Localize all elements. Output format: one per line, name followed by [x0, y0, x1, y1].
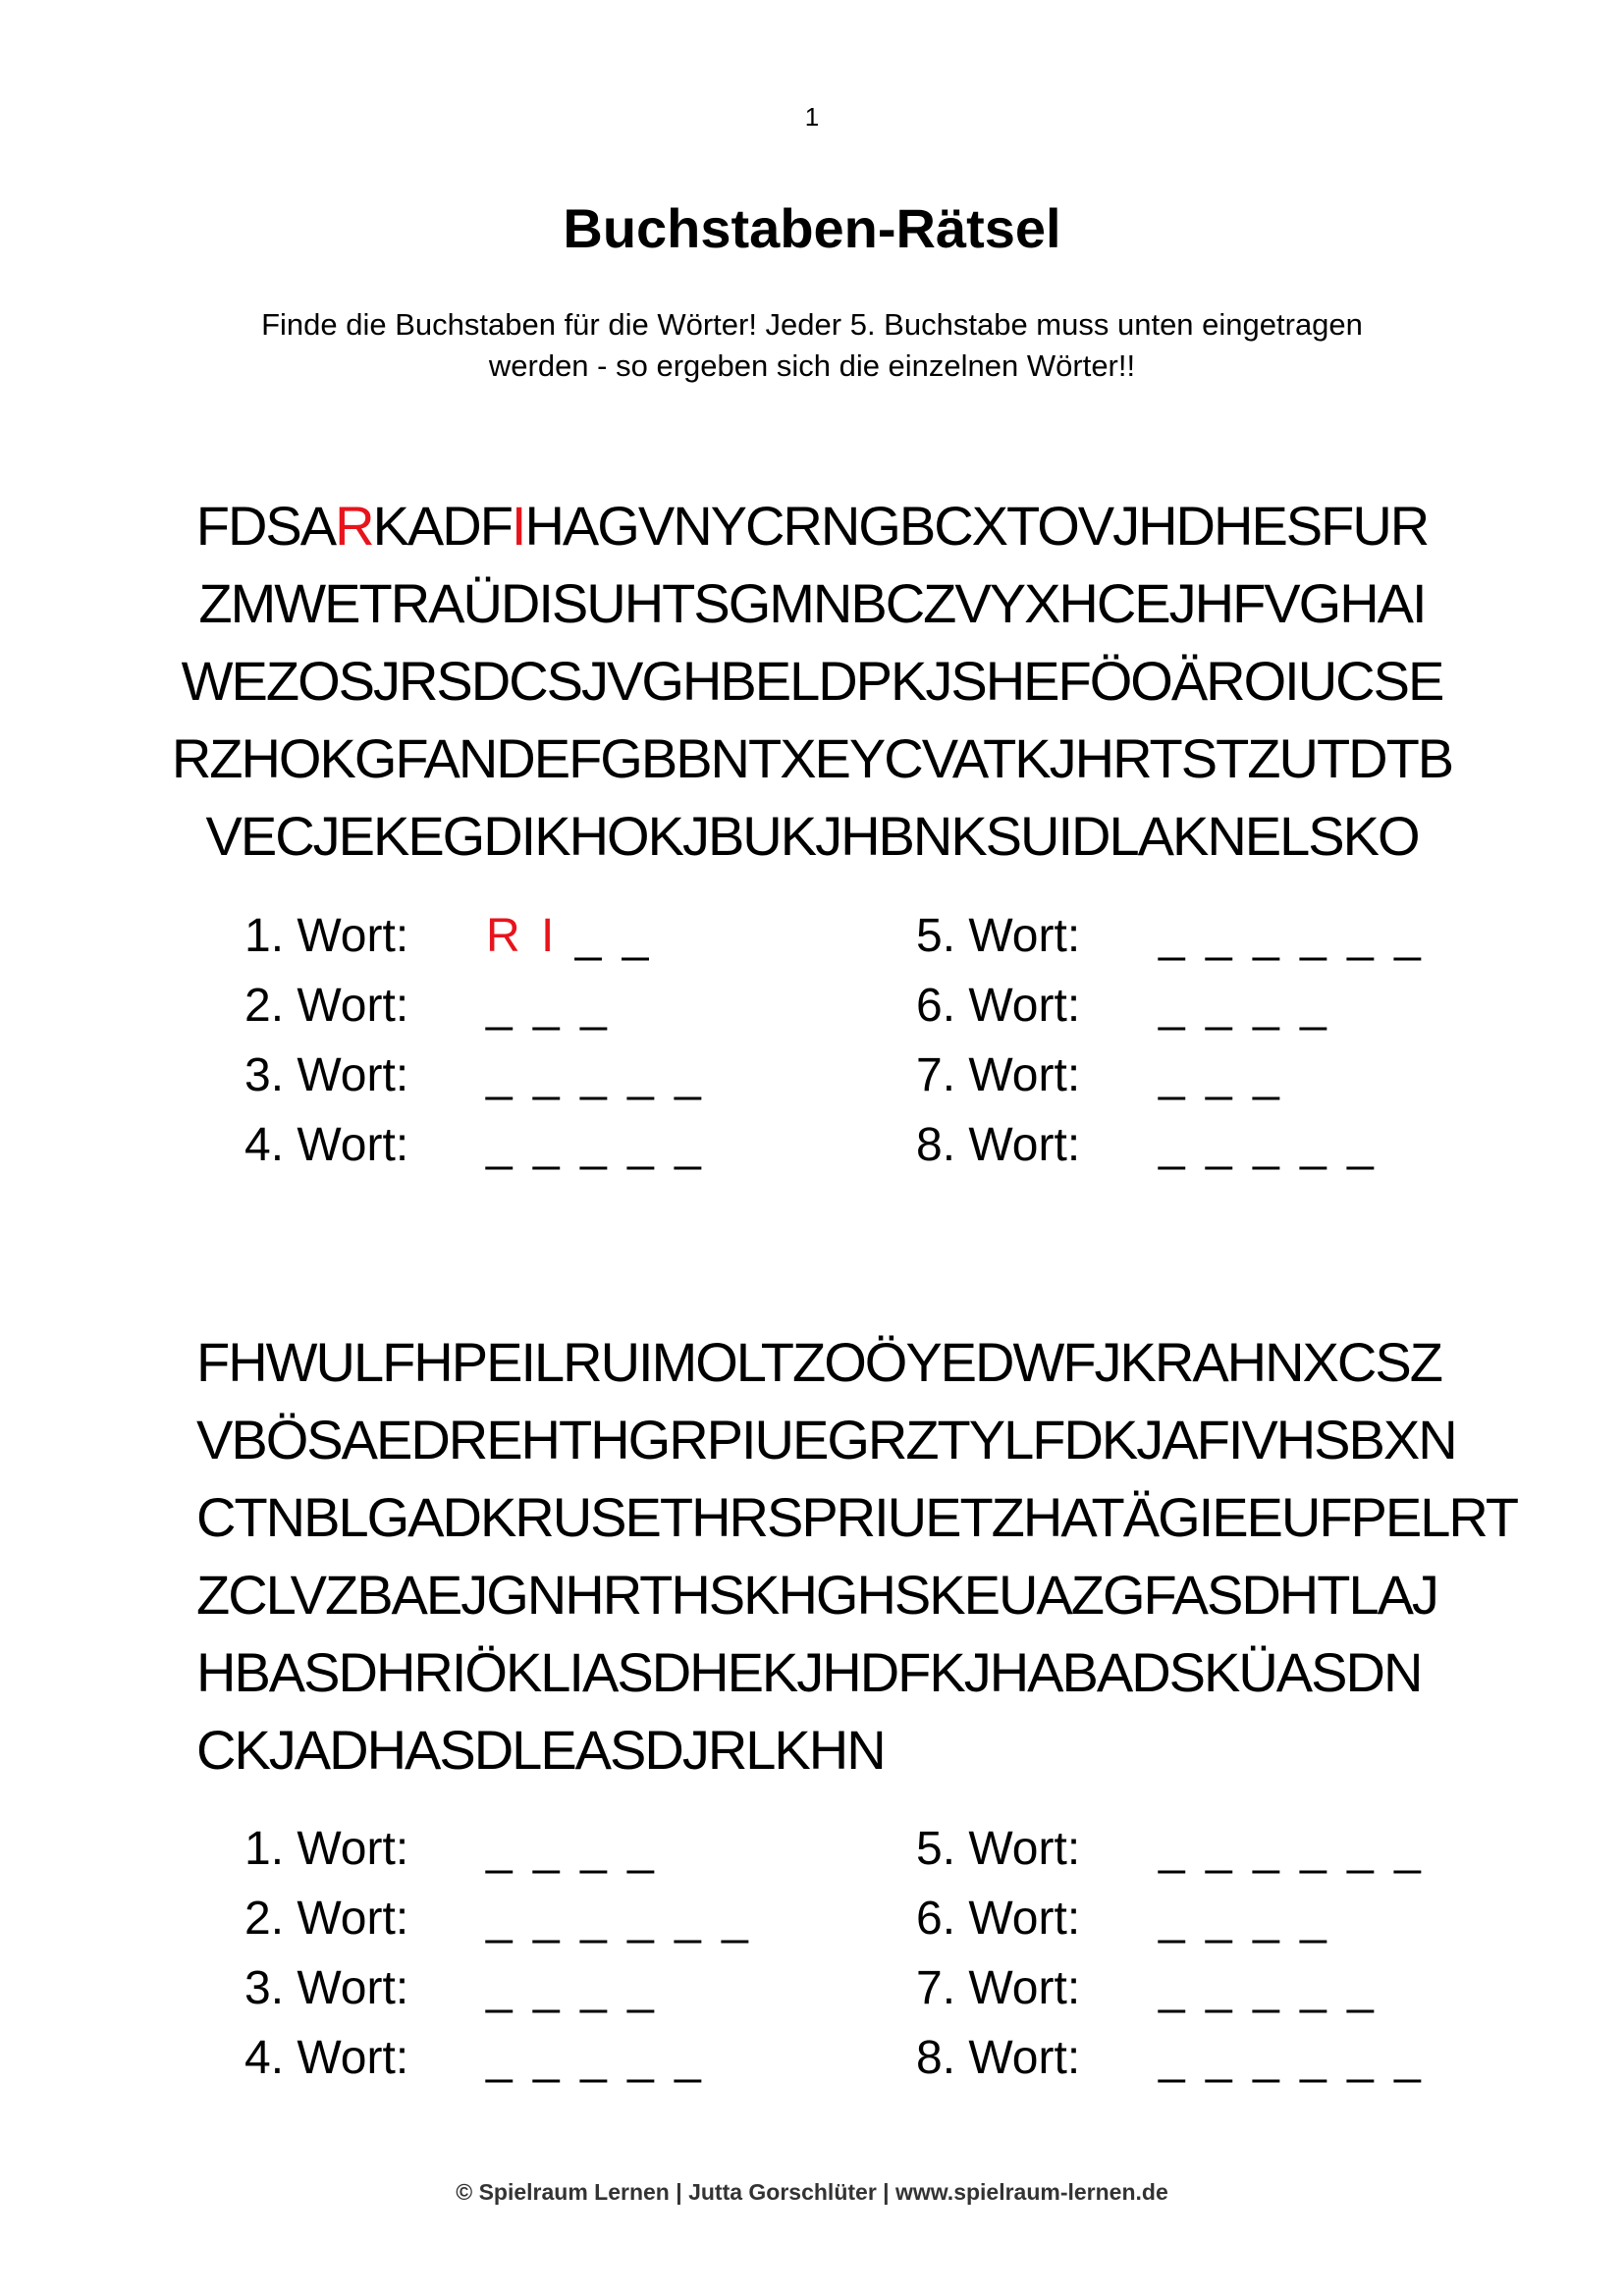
- page-title: Buchstaben-Rätsel: [563, 197, 1061, 259]
- word-label: 7. Wort:: [916, 1049, 1081, 1101]
- answer-blanks[interactable]: _ _ _ _: [486, 1962, 658, 2014]
- grid-line: [0, 487, 1624, 564]
- word-label: 2. Wort:: [244, 980, 409, 1032]
- grid-line: VECJEKEGDIKHOKJBUKJHBNKSUIDLAKNELSKO: [205, 805, 1419, 867]
- grid-segment: FDSA: [195, 495, 336, 557]
- word-row: [916, 901, 1466, 971]
- footer: © Spielraum Lernen | Jutta Gorschlüter | www.spielraum-lernen.de: [456, 2179, 1168, 2205]
- word-label: 6. Wort:: [916, 980, 1081, 1032]
- word-row: [916, 1814, 1466, 1884]
- answer-blanks[interactable]: _ _ _: [486, 980, 611, 1032]
- word-row: [244, 1953, 794, 2023]
- word-list-2-right: [916, 1814, 1466, 2093]
- answer-blanks[interactable]: _ _ _ _ _ _: [1159, 910, 1425, 962]
- word-row: [916, 1041, 1466, 1110]
- answer-blanks[interactable]: _ _ _ _ _: [486, 2032, 705, 2084]
- grid-line: ZCLVZBAEJGNHRTHSKHGHSKEUAZGFASDHTLAJ: [196, 1564, 1437, 1626]
- grid-line: CTNBLGADKRUSETHRSPRIUETZHATÄGIEEUFPELRT: [196, 1486, 1518, 1548]
- letter-grid-2: [196, 1323, 1517, 1789]
- answer-blanks[interactable]: _ _ _ _: [1159, 980, 1330, 1032]
- word-label: 1. Wort:: [244, 1823, 409, 1875]
- instructions: [0, 304, 1624, 387]
- grid-line: HBASDHRIÖKLIASDHEKJHDFKJHABADSKÜASDN: [196, 1641, 1422, 1703]
- word-label: 2. Wort:: [244, 1893, 409, 1945]
- word-label: 5. Wort:: [916, 910, 1081, 962]
- answer-blanks[interactable]: _ _ _ _ _: [1159, 1119, 1378, 1171]
- grid-line: VBÖSAEDREHTHGRPIUEGRZTYLFDKJAFIVHSBXN: [196, 1409, 1456, 1470]
- word-label: 3. Wort:: [244, 1962, 409, 2014]
- word-row: [244, 1814, 794, 1884]
- grid-line: CKJADHASDLEASDJRLKHN: [196, 1719, 885, 1781]
- word-label: 4. Wort:: [244, 1119, 409, 1171]
- answer-blanks[interactable]: _ _ _ _: [1159, 1893, 1330, 1945]
- grid-line: WEZOSJRSDCSJVGHBELDPKJSHEFÖOÄROIUCSE: [181, 650, 1443, 712]
- page-number: 1: [804, 102, 820, 132]
- highlighted-letter: I: [511, 495, 525, 557]
- word-label: 8. Wort:: [916, 1119, 1081, 1171]
- answer-blanks[interactable]: _ _: [574, 910, 653, 962]
- word-row: [244, 1110, 794, 1180]
- word-row: [916, 1953, 1466, 2023]
- word-row: [916, 1884, 1466, 1953]
- grid-segment: HAGVNYCRNGBCXTOVJHDHESFUR: [524, 495, 1429, 557]
- word-label: 4. Wort:: [244, 2032, 409, 2084]
- word-list-2-left: [244, 1814, 794, 2093]
- word-row: [916, 971, 1466, 1041]
- answer-blanks[interactable]: _ _ _ _ _: [1159, 1962, 1378, 2014]
- word-label: 7. Wort:: [916, 1962, 1081, 2014]
- word-label: 3. Wort:: [244, 1049, 409, 1101]
- answer-blanks[interactable]: _ _ _ _ _ _: [1159, 1823, 1425, 1875]
- answer-blanks[interactable]: _ _ _ _ _: [486, 1119, 705, 1171]
- letter-grid-1: [0, 487, 1624, 875]
- word-label: 6. Wort:: [916, 1893, 1081, 1945]
- word-row: [244, 901, 794, 971]
- answer-blanks[interactable]: _ _ _: [1159, 1049, 1283, 1101]
- answer-blanks[interactable]: _ _ _ _ _ _: [1159, 2032, 1425, 2084]
- word-row: [244, 971, 794, 1041]
- word-list-1-left: [244, 901, 794, 1180]
- word-row: [244, 2023, 794, 2093]
- word-row: [916, 2023, 1466, 2093]
- word-label: 1. Wort:: [244, 910, 409, 962]
- word-label: 8. Wort:: [916, 2032, 1081, 2084]
- word-row: [244, 1041, 794, 1110]
- instructions-line: werden - so ergeben sich die einzelnen Wörter!!: [488, 348, 1136, 383]
- answer-blanks[interactable]: _ _ _ _ _ _: [486, 1893, 752, 1945]
- filled-answer: R I: [486, 910, 559, 962]
- word-label: 5. Wort:: [916, 1823, 1081, 1875]
- grid-line: RZHOKGFANDEFGBBNTXEYCVATKJHRTSTZUTDTB: [171, 727, 1453, 789]
- grid-line: FHWULFHPEILRUIMOLTZOÖYEDWFJKRAHNXCSZ: [196, 1331, 1441, 1393]
- answer-blanks[interactable]: _ _ _ _: [486, 1823, 658, 1875]
- word-row: [244, 1884, 794, 1953]
- grid-segment: KADF: [372, 495, 512, 557]
- highlighted-letter: R: [335, 495, 373, 557]
- instructions-line: Finde die Buchstaben für die Wörter! Jeder 5. Buchstabe muss unten eingetragen: [261, 307, 1363, 342]
- word-list-1-right: [916, 901, 1466, 1180]
- answer-blanks[interactable]: _ _ _ _ _: [486, 1049, 705, 1101]
- grid-line: ZMWETRAÜDISUHTSGMNBCZVYXHCEJHFVGHAI: [198, 572, 1426, 634]
- word-row: [916, 1110, 1466, 1180]
